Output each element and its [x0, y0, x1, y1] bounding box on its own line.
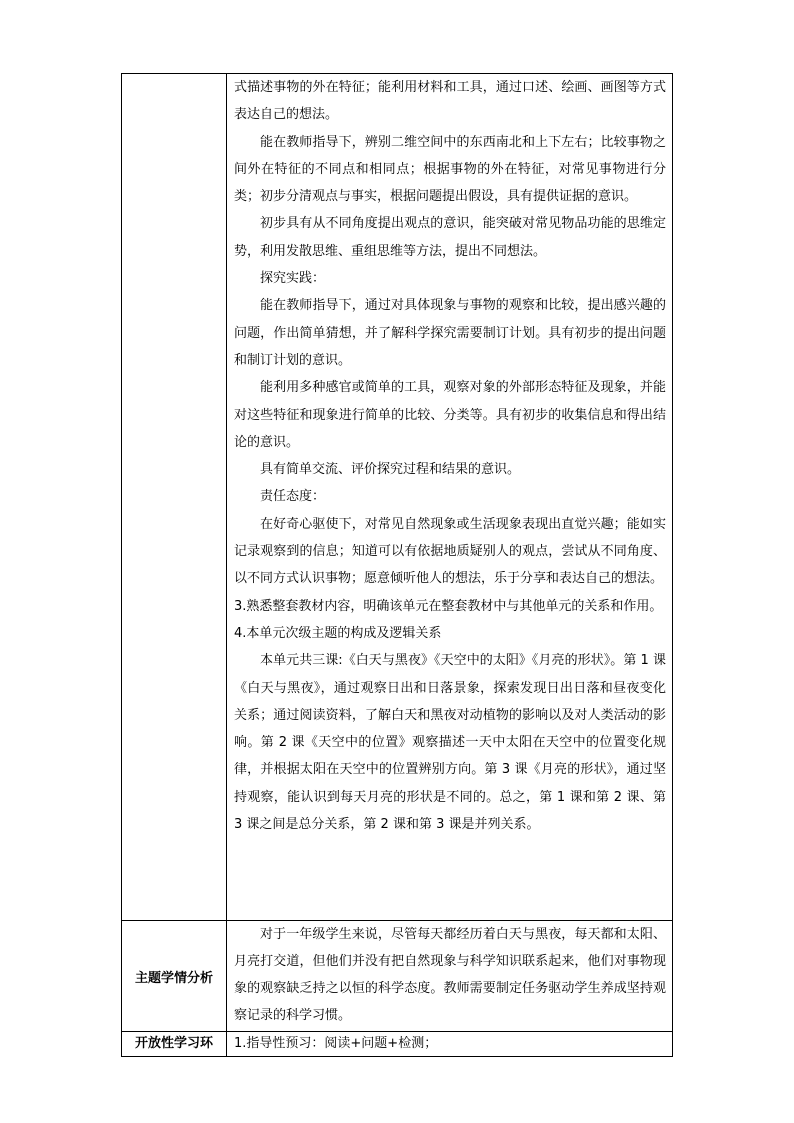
paragraph: 1.指导性预习：阅读+问题+检测； [234, 1036, 438, 1051]
paragraph: 具有简单交流、评价探究过程和结果的意识。 [260, 462, 521, 478]
paragraph: 对于一年级学生来说，尽管每天都经历着白天与黑夜，每天都和太阳、月亮打交道，但他们并没有把自然现象与科学知识联系起来，他们对事物现象的观察缺乏持之以恒的科学态度。教师需要制定任务驱动学生养成坚持观察记录的科学习惯。 [234, 927, 666, 1023]
row-content [227, 74, 673, 921]
row-label: 开放性学习环 [122, 1032, 227, 1057]
row-label [122, 74, 227, 921]
paragraph: 能在教师指导下，辨别二维空间中的东西南北和上下左右；比较事物之间外在特征的不同点和相同点；根据事物的外在特征，对常见事物进行分类；初步分清观点与事实，根据问题提出假设，具有提供证据的意识。 [234, 134, 666, 205]
paragraph: 探究实践： [260, 271, 326, 287]
paragraph: 3.熟悉整套教材内容，明确该单元在整套教材中与其他单元的关系和作用。 [234, 598, 663, 614]
row-content [227, 1032, 673, 1057]
paragraph: 4.本单元次级主题的构成及逻辑关系 [234, 625, 442, 641]
paragraph: 能在教师指导下，通过对具体现象与事物的观察和比较，提出感兴趣的问题，作出简单猜想，并了解科学探究需要制订计划。具有初步的提出问题和制订计划的意识。 [234, 298, 666, 368]
lesson-plan-table [121, 73, 673, 1057]
paragraph: 责任态度： [260, 489, 326, 505]
paragraph: 初步具有从不同角度提出观点的意识，能突破对常见物品功能的思维定势，利用发散思维、重组思维等方法，提出不同想法。 [234, 216, 666, 259]
paragraph: 在好奇心驱使下，对常见自然现象或生活现象表现出直觉兴趣；能如实记录观察到的信息；知道可以有依据地质疑别人的观点，尝试从不同角度、以不同方式认识事物；愿意倾听他人的想法，乐于分享和表达自己的想法。 [234, 516, 666, 587]
table-row [122, 1032, 673, 1057]
table-row [122, 74, 673, 921]
row-label: 主题学情分析 [122, 921, 227, 1032]
table-row [122, 921, 673, 1032]
paragraph: 式描述事物的外在特征；能利用材料和工具，通过口述、绘画、画图等方式表达自己的想法。 [234, 80, 666, 123]
paragraph: 能利用多种感官或简单的工具，观察对象的外部形态特征及现象，并能对这些特征和现象进行简单的比较、分类等。具有初步的收集信息和得出结论的意识。 [234, 380, 666, 450]
paragraph: 本单元共三课:《白天与黑夜》《天空中的太阳》《月亮的形状》。第 1 课《白天与黑夜》，通过观察日出和日落景象，探索发现日出日落和昼夜变化关系；通过阅读资料，了解白天和黑夜对动植物的影响以及对人类活动的影响。第 2 课《天空中的位置》观察描述一天中太阳在天空中的位置变化规律，并根据太阳在天空中的位置辨别方向。第 3 课《月亮的形状》，通过坚持观察，能认识到每天月亮的形状是不同的。总之，第 1 课和第 2 课、第 3 课之间是总分关系，第 2 课和第 3 课是并列关系。 [234, 653, 666, 833]
row-content [227, 921, 673, 1032]
